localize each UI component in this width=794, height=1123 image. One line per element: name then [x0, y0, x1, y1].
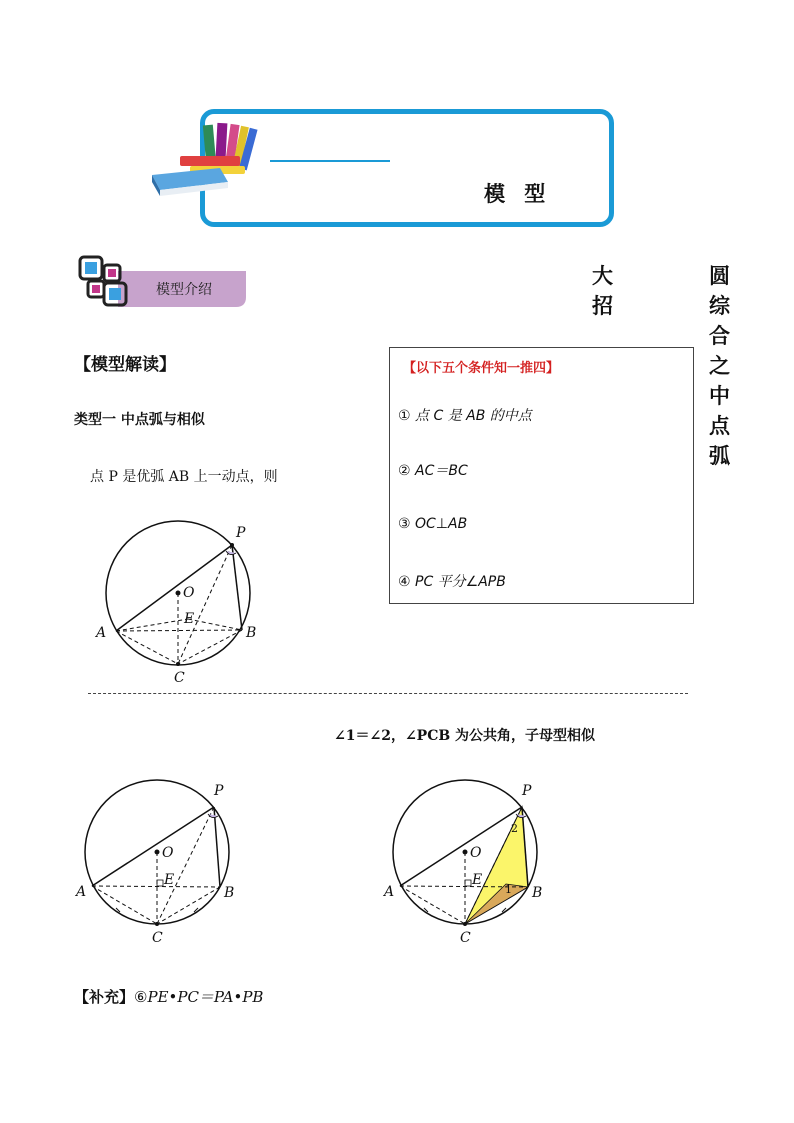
similarity-note: ∠1＝∠2，∠PCB 为公共角，子母型相似: [334, 728, 596, 744]
condition-num: ④: [398, 574, 411, 590]
label-C: C: [174, 670, 185, 686]
section-tag-label: 模型介绍: [156, 282, 212, 298]
dashed-separator: [88, 693, 688, 694]
condition-item: [398, 571, 506, 591]
label-angle-2: 2: [511, 822, 518, 835]
condition-num: ②: [398, 463, 411, 479]
label-O: O: [470, 845, 482, 861]
label-A: A: [384, 884, 395, 900]
label-O: O: [183, 585, 195, 601]
label-P: P: [522, 783, 532, 799]
label-A: A: [96, 625, 107, 641]
type-one-label: 类型一 中点弧与相似: [74, 412, 205, 428]
label-angle-1: 1: [505, 883, 512, 896]
label-O: O: [162, 845, 174, 861]
condition-text: AC＝BC: [415, 463, 468, 479]
label-C: C: [460, 930, 471, 946]
supplement-line: [74, 986, 263, 1007]
condition-text: PC 平分∠APB: [415, 574, 506, 590]
label-P: P: [236, 525, 246, 541]
label-A: A: [76, 884, 87, 900]
condition-text: OC⊥AB: [415, 516, 468, 532]
intro-text: 点 P 是优弧 AB 上一动点，则: [90, 469, 278, 485]
label-B: B: [224, 885, 235, 901]
figure-perpendicular: [74, 780, 254, 950]
condition-num: ①: [398, 408, 411, 424]
label-B: B: [532, 885, 543, 901]
condition-item: [398, 405, 532, 425]
banner-subtitle: 模 型: [484, 181, 552, 206]
books-icon: [150, 120, 270, 200]
supplement-num: ⑥: [134, 988, 148, 1006]
condition-text: 点 C 是 AB 的中点: [415, 408, 532, 424]
supplement-label: 【补充】: [74, 988, 135, 1006]
banner-underline: [270, 160, 390, 162]
label-E: E: [472, 872, 483, 888]
condition-item: [398, 460, 468, 480]
condition-num: ③: [398, 516, 411, 532]
label-E: E: [184, 611, 195, 627]
conditions-title: 【以下五个条件知一推四】: [403, 361, 560, 376]
label-P: P: [214, 783, 224, 799]
condition-item: [398, 516, 467, 532]
figure-midpoint-arc: [90, 515, 280, 695]
figure-similar-triangles: [382, 780, 562, 950]
banner-word-topic: 圆综合之中点弧: [709, 263, 731, 468]
label-E: E: [164, 872, 175, 888]
label-B: B: [246, 625, 257, 641]
banner-word-dazhao: 大 招: [592, 263, 614, 318]
model-interpretation-heading: 【模型解读】: [74, 355, 176, 375]
supplement-formula: PE•PC＝PA•PB: [147, 988, 264, 1006]
label-C: C: [152, 930, 163, 946]
